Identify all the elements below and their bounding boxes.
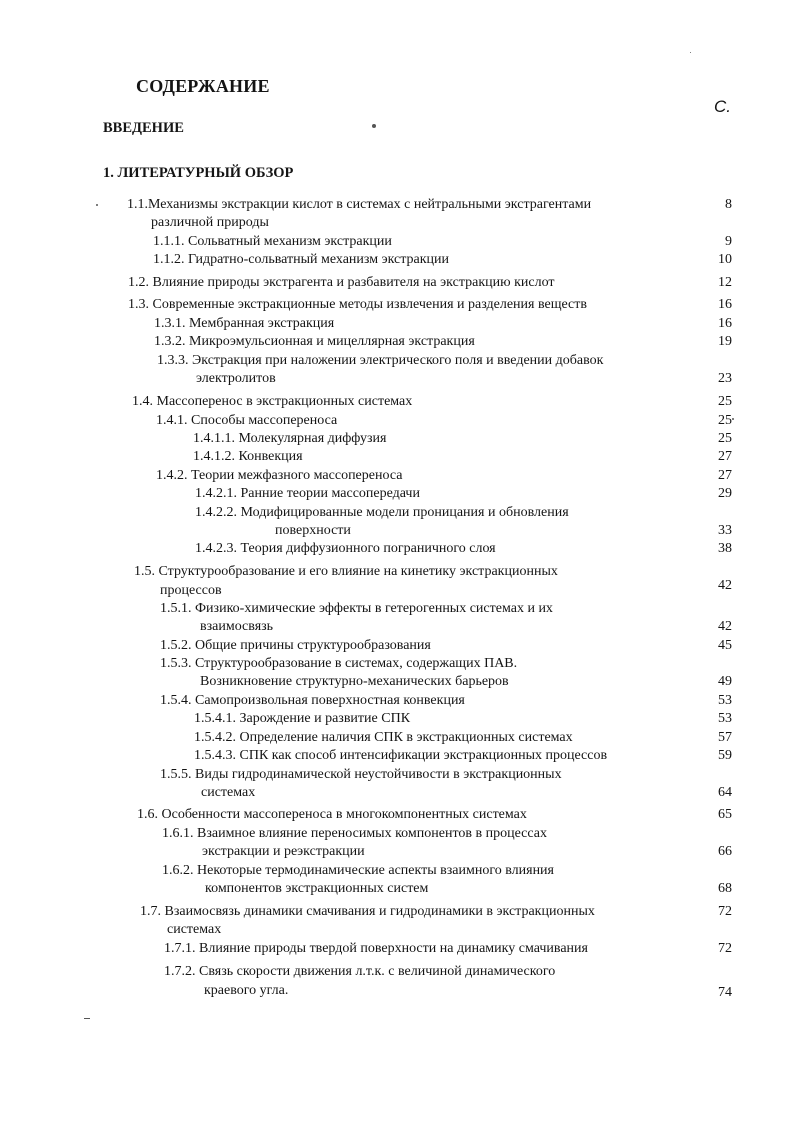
toc-line: 1.5.3. Структурообразование в системах, содержащих ПАВ. [160, 656, 518, 671]
page-number: 25 [718, 413, 732, 428]
toc-line: 1.7.1. Влияние природы твердой поверхности на динамику смачивания [164, 941, 588, 956]
toc-line: процессов [160, 583, 222, 598]
page-number: 74 [718, 985, 732, 1000]
page-number: 10 [718, 252, 732, 267]
page-number: 45 [718, 638, 732, 653]
toc-line: Возникновение структурно-механических барьеров [200, 674, 509, 689]
toc-line: 1.5.5. Виды гидродинамической неустойчивости в экстракционных [160, 767, 562, 782]
page-number: 38 [718, 541, 732, 556]
toc-line: 1.7.2. Связь скорости движения л.т.к. с величиной динамического [164, 964, 556, 979]
page-column-header: С. [714, 97, 731, 116]
toc-line: 1.5.1. Физико-химические эффекты в гетерогенных системах и их [160, 601, 553, 616]
page-number: 29 [718, 486, 732, 501]
toc-line: электролитов [196, 371, 276, 386]
page-number: 25 [718, 394, 732, 409]
page-number: 53 [718, 711, 732, 726]
toc-line: 1.4. Массоперенос в экстракционных системах [132, 394, 413, 409]
page-number: 27 [718, 468, 732, 483]
page-number: 68 [718, 881, 732, 896]
toc-line: 1.3.1. Мембранная экстракция [154, 316, 335, 331]
page-number: 23 [718, 371, 732, 386]
scan-speck [372, 124, 376, 128]
toc-line: 1.6.2. Некоторые термодинамические аспекты взаимного влияния [162, 863, 554, 878]
scan-speck [732, 418, 734, 420]
toc-line: 1.5.2. Общие причины структурообразования [160, 638, 431, 653]
toc-line: 1.3.2. Микроэмульсионная и мицеллярная экстракция [154, 334, 475, 349]
toc-line: компонентов экстракционных систем [205, 881, 429, 896]
toc-line: 1.7. Взаимосвязь динамики смачивания и гидродинамики в экстракционных [140, 904, 595, 919]
toc-line: 1.5.4.2. Определение наличия СПК в экстракционных системах [194, 730, 573, 745]
page-number: 42 [718, 619, 732, 634]
page-number: 12 [718, 275, 732, 290]
toc-line: 1.1.2. Гидратно-сольватный механизм экстракции [153, 252, 450, 267]
toc-line: 1.5.4.1. Зарождение и развитие СПК [194, 711, 411, 726]
page-number: 42 [718, 578, 732, 593]
toc-line: 1.4.1. Способы массопереноса [156, 413, 338, 428]
page-number: 16 [718, 297, 732, 312]
toc-line: взаимосвязь [200, 619, 274, 634]
toc-line: 1.3.3. Экстракция при наложении электрического поля и введении добавок [157, 353, 604, 368]
page-number: 27 [718, 449, 732, 464]
toc-line: 1.4.2.3. Теория диффузионного пограничного слоя [195, 541, 496, 556]
toc-line: 1.6.1. Взаимное влияние переносимых компонентов в процессах [162, 826, 547, 841]
page-number: 33 [718, 523, 732, 538]
scan-speck [84, 1018, 90, 1019]
toc-line: 1.4.2.2. Модифицированные модели проницания и обновления [195, 505, 569, 520]
page-number: 57 [718, 730, 732, 745]
page-number: 66 [718, 844, 732, 859]
toc-line: поверхности [275, 523, 351, 538]
toc-line: 1.5. Структурообразование и его влияние на кинетику экстракционных [134, 564, 558, 579]
toc-line: системах [167, 922, 222, 937]
page-number: 19 [718, 334, 732, 349]
page-number: 64 [718, 785, 732, 800]
page-number: 72 [718, 941, 732, 956]
page-number: 53 [718, 693, 732, 708]
toc-line: 1.2. Влияние природы экстрагента и разбавителя на экстракцию кислот [128, 275, 555, 290]
page-number: 65 [718, 807, 732, 822]
scan-speck [690, 52, 691, 53]
page-number: 72 [718, 904, 732, 919]
toc-line: 1.1.1. Сольватный механизм экстракции [153, 234, 392, 249]
page-number: 16 [718, 316, 732, 331]
toc-line: 1.4.2.1. Ранние теории массопередачи [195, 486, 420, 501]
page-number: 8 [725, 197, 732, 212]
page-title: СОДЕРЖАНИЕ [136, 76, 270, 96]
toc-line: 1.4.1.1. Молекулярная диффузия [193, 431, 387, 446]
page-number: 25 [718, 431, 732, 446]
page-number: 9 [725, 234, 732, 249]
toc-line: экстракции и реэкстракции [202, 844, 365, 859]
toc-line: 1.6. Особенности массопереноса в многокомпонентных системах [137, 807, 527, 822]
toc-line: 1.5.4. Самопроизвольная поверхностная конвекция [160, 693, 465, 708]
section-introduction: ВВЕДЕНИЕ [103, 120, 184, 136]
page-number: 59 [718, 748, 732, 763]
scan-speck [96, 204, 98, 206]
toc-line: 1.3. Современные экстракционные методы извлечения и разделения веществ [128, 297, 587, 312]
toc-line: 1.4.2. Теории межфазного массопереноса [156, 468, 403, 483]
toc-line: различной природы [151, 215, 269, 230]
toc-line: системах [201, 785, 256, 800]
toc-line: 1.5.4.3. СПК как способ интенсификации экстракционных процессов [194, 748, 608, 763]
toc-line: 1.1.Механизмы экстракции кислот в системах с нейтральными экстрагентами [127, 197, 592, 212]
toc-line: краевого угла. [204, 983, 289, 998]
toc-line: 1.4.1.2. Конвекция [193, 449, 303, 464]
section-literature-review: 1. ЛИТЕРАТУРНЫЙ ОБЗОР [103, 165, 294, 181]
page-number: 49 [718, 674, 732, 689]
